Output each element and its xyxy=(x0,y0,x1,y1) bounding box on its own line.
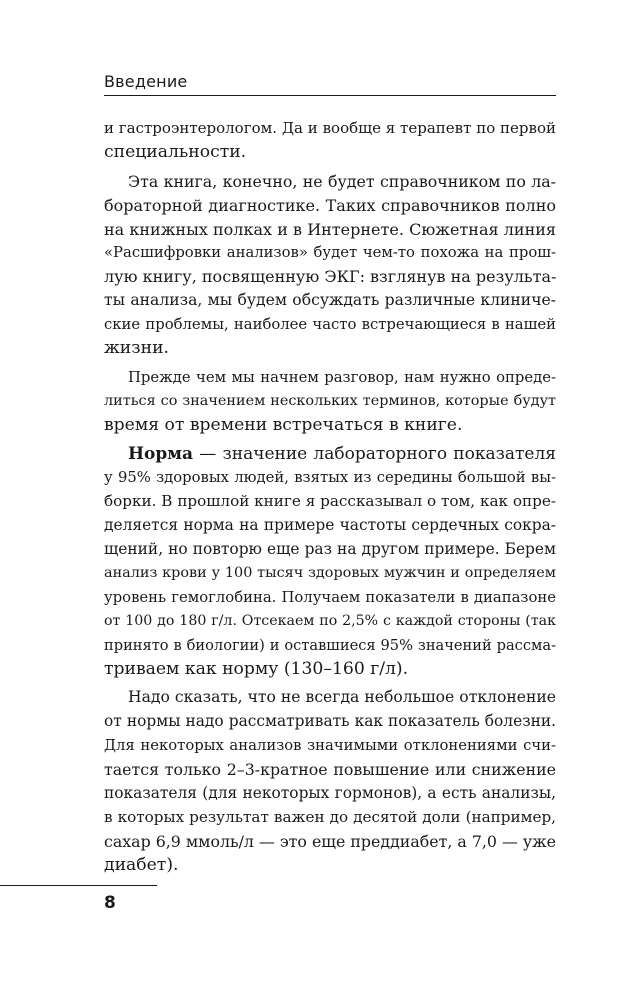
text-line: ты анализа, мы будем обсуждать различные клиниче- xyxy=(104,291,556,310)
text-line: Надо сказать, что не всегда небольшое отклонение xyxy=(128,688,556,707)
text-line: борки. В прошлой книге я рассказывал о том, как опре- xyxy=(104,492,556,511)
paragraph xyxy=(104,117,556,165)
footer-rule xyxy=(0,885,157,886)
text-line: жизни. xyxy=(104,338,170,359)
paragraph xyxy=(104,366,556,438)
text-line: тается только 2–3-кратное повышение или снижение xyxy=(104,760,556,780)
paragraph xyxy=(104,443,556,682)
text-line: бораторной диагностике. Таких справочников полно xyxy=(104,195,556,215)
text-line: Прежде чем мы начнем разговор, нам нужно опреде- xyxy=(128,368,556,386)
definition-start: — значение лабораторного показателя xyxy=(193,443,556,464)
text-line: Для некоторых анализов значимыми отклонениями счи- xyxy=(104,737,556,755)
text-line: принято в биологии) и оставшиеся 95% значений рассма- xyxy=(104,636,556,654)
text-line: на книжных полках и в Интернете. Сюжетная линия xyxy=(104,219,556,239)
text-line: в которых результат важен до десятой доли (например, xyxy=(104,807,556,826)
paragraph xyxy=(104,170,556,361)
text-line: время от времени встречаться в книге. xyxy=(104,414,463,435)
text-line: сахар 6,9 ммоль/л — это еще преддиабет, а 7,0 — уже xyxy=(104,831,556,851)
text-line: Эта книга, конечно, не будет справочником по ла- xyxy=(128,171,556,191)
page-body xyxy=(104,117,556,878)
text-line: щений, но повторю еще раз на другом примере. Берем xyxy=(104,540,556,559)
text-line: уровень гемоглобина. Получаем показатели в диапазоне xyxy=(104,588,556,606)
text-line: «Расшифровки анализов» будет чем-то похожа на прош- xyxy=(104,244,556,262)
running-head: Введение xyxy=(104,72,188,91)
text-line: диабет). xyxy=(104,854,179,875)
text-line: деляется норма на примере частоты сердечных сокра- xyxy=(104,516,556,535)
text-line: от нормы надо рассматривать как показатель болезни. xyxy=(104,712,556,731)
text-line: триваем как норму (130–160 г/л). xyxy=(104,658,409,679)
text-line: у 95% здоровых людей, взятых из середины большой вы- xyxy=(104,469,556,487)
text-line: от 100 до 180 г/л. Отсекаем по 2,5% с каждой стороны (так xyxy=(104,612,556,629)
text-line: ские проблемы, наиболее часто встречающиеся в нашей xyxy=(104,316,556,334)
page-number: 8 xyxy=(104,893,116,913)
text-line: специальности. xyxy=(104,141,247,162)
paragraph xyxy=(104,686,556,877)
text-line: показателя (для некоторых гормонов), а есть анализы, xyxy=(104,784,556,803)
text-line: анализ крови у 100 тысяч здоровых мужчин и определяем xyxy=(104,565,556,582)
defined-term: Норма xyxy=(128,443,194,464)
text-line xyxy=(104,443,556,467)
text-line: литься со значением нескольких терминов, которые будут xyxy=(104,392,556,409)
text-line: лую книгу, посвященную ЭКГ: взглянув на результа- xyxy=(104,267,557,287)
header-rule xyxy=(104,95,556,96)
text-line: и гастроэнтерологом. Да и вообще я терапевт по первой xyxy=(104,119,556,137)
